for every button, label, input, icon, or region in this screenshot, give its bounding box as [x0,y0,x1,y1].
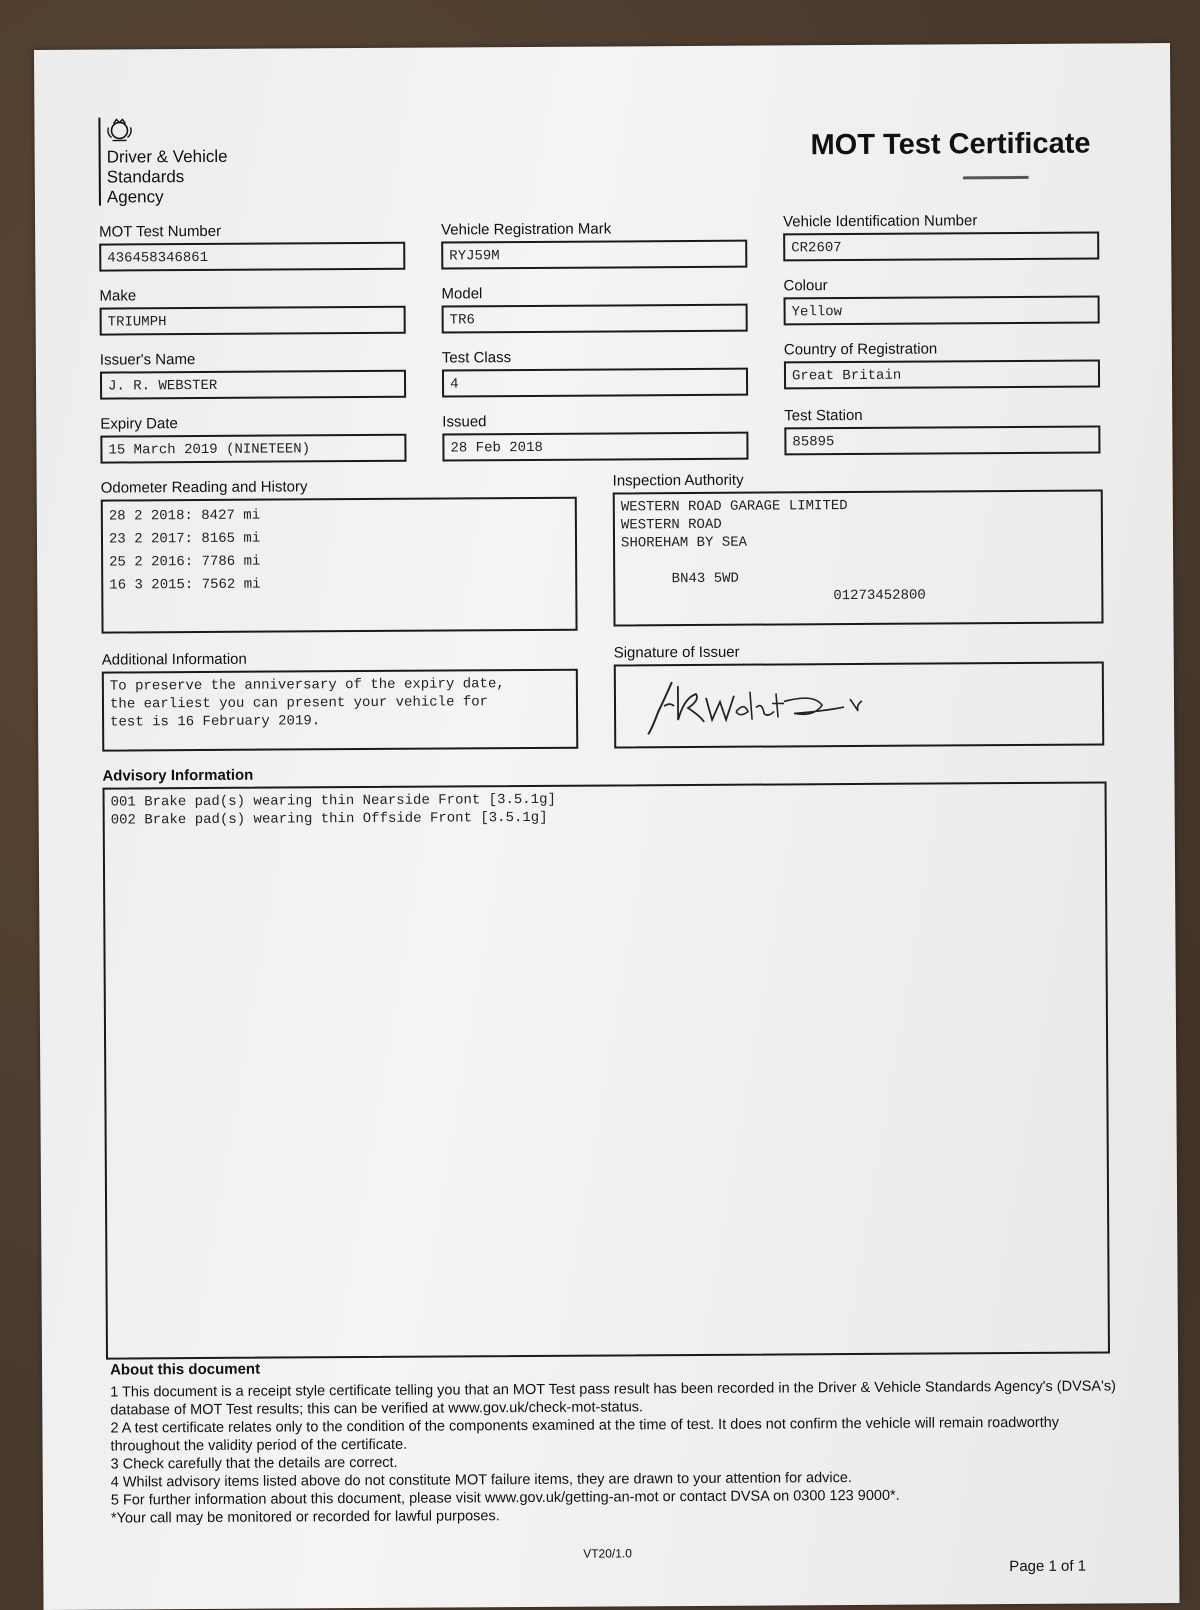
certificate-paper [34,43,1180,1610]
test-number-field: 436458346861 [99,242,405,272]
country-label: Country of Registration [783,340,938,359]
inspection-phone: 01273452800 [833,587,926,605]
advisory-item: 002 Brake pad(s) wearing thin Offside Front [3.5.1g] [110,809,548,829]
make-field: TRIUMPH [100,306,406,336]
test-station-field: 85895 [784,425,1100,455]
inspection-line: WESTERN ROAD [620,516,722,534]
expiry-field: 15 March 2019 (NINETEEN) [100,434,406,464]
issued-label: Issued [442,413,487,431]
title-mark [963,176,1029,179]
agency-name [107,147,228,208]
about-heading: About this document [110,1360,261,1379]
model-field: TR6 [442,304,748,334]
vin-field: CR2607 [783,231,1099,261]
issued-field: 28 Feb 2018 [442,432,748,462]
odometer-entry: 28 2 2018: 8427 mi [108,507,261,525]
odometer-label: Odometer Reading and History [100,478,308,497]
odometer-box [101,497,578,634]
about-item: 3 Check carefully that the details are correct. [110,1454,398,1473]
inspection-postcode-row [621,550,1095,625]
additional-info-box [102,669,578,752]
odometer-entry: 16 3 2015: 7562 mi [109,576,261,594]
inspection-line: SHOREHAM BY SEA [620,534,748,552]
advisory-item: 001 Brake pad(s) wearing thin Nearside Front [3.5.1g] [110,791,556,811]
odometer-entry: 25 2 2016: 7786 mi [109,553,261,571]
about-item: 4 Whilst advisory items listed above do not constitute MOT failure items, they are drawn to your attention for advice. [110,1470,852,1491]
colour-field: Yellow [784,295,1100,325]
advisory-box [103,781,1110,1359]
about-item: 1 This document is a receipt style certificate telling you that an MOT Test pass result has been recorded in the Driver & Vehicle Standards Agency's (DVSA's) database of MOT Test results; this can be verified at www.gov.uk/check-mot-status. [110,1378,1116,1419]
make-label: Make [99,287,137,305]
inspection-box [613,489,1104,626]
document-title: MOT Test Certificate [810,127,1091,162]
model-label: Model [441,285,483,303]
inspection-line: WESTERN ROAD GARAGE LIMITED [620,498,848,516]
registration-field: RYJ59M [441,240,747,270]
odometer-entry: 23 2 2017: 8165 mi [108,530,261,548]
agency-line-1: Driver & Vehicle [106,146,228,167]
signature-box [614,661,1105,748]
agency-line-3: Agency [106,187,164,207]
colour-label: Colour [783,277,828,295]
additional-info-line: the earliest you can present your vehicle for [109,694,489,713]
test-class-label: Test Class [441,349,512,367]
inspection-postcode: BN43 5WD [671,570,739,588]
additional-info-line: To preserve the anniversary of the expiry date, [109,676,505,695]
about-section [110,1355,1121,1527]
royal-crest-icon [104,117,134,148]
inspection-label: Inspection Authority [612,471,744,490]
issuer-name-label: Issuer's Name [99,351,196,369]
about-footnote: *Your call may be monitored or recorded for lawful purposes. [110,1508,500,1527]
issuer-name-field: J. R. WEBSTER [100,370,406,400]
expiry-label: Expiry Date [100,415,178,433]
test-station-label: Test Station [784,406,863,425]
about-item: 2 A test certificate relates only to the condition of the components examined at the time of test. It does not confirm the vehicle will remain roadworthy throughout the validity period of the certificate. [110,1414,1060,1455]
agency-line-2: Standards [106,167,185,187]
test-number-label: MOT Test Number [99,222,222,241]
advisory-label: Advisory Information [102,766,254,785]
form-code: VT20/1.0 [583,1546,632,1561]
additional-info-label: Additional Information [101,650,247,669]
issuer-signature-image [644,671,874,738]
country-field: Great Britain [784,359,1100,389]
test-class-field: 4 [442,368,748,398]
about-item: 5 For further information about this document, please visit www.gov.uk/getting-an-mot or contact DVSA on 0300 123 9000*. [110,1487,900,1509]
logo-divider [98,118,101,206]
page-number: Page 1 of 1 [1009,1557,1087,1576]
signature-label: Signature of Issuer [613,643,740,662]
additional-info-line: test is 16 February 2019. [110,713,321,731]
registration-label: Vehicle Registration Mark [441,220,612,239]
vin-label: Vehicle Identification Number [783,212,978,231]
